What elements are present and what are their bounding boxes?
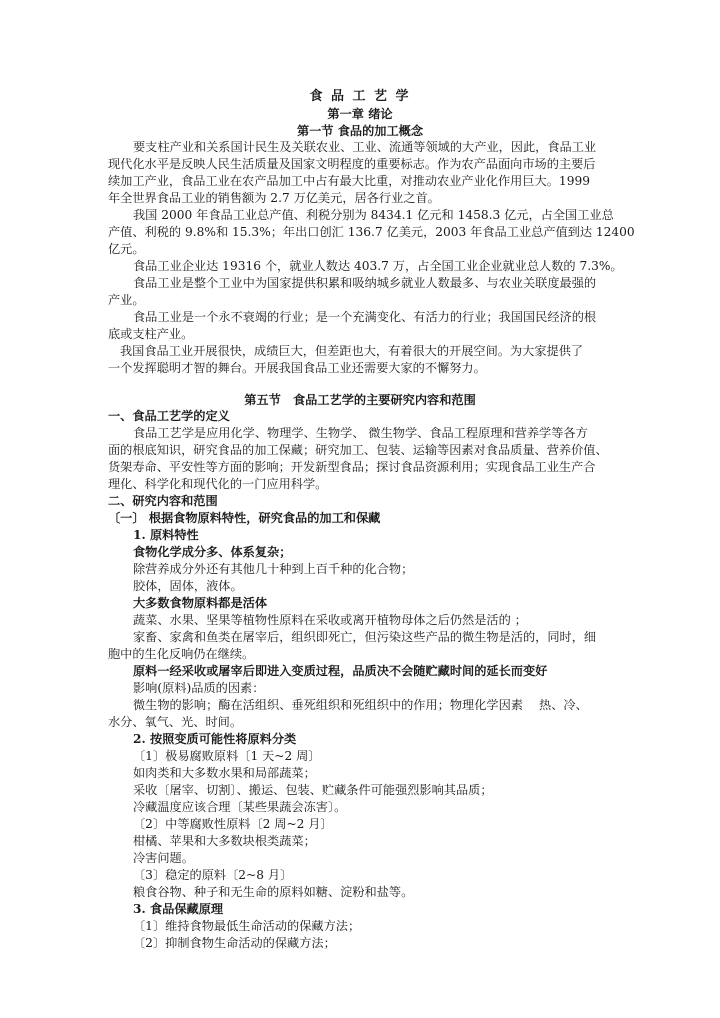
text-line: 胶体，固体，液体。: [133, 579, 243, 593]
section-5-heading: 第五节 食品工艺学的主要研究内容和范围: [244, 393, 476, 407]
text-line: 除营养成分外还有其他几十种到上百千种的化合物；: [133, 562, 414, 576]
item-3-heading: 3. 食品保藏原理: [133, 902, 224, 916]
chapter-heading: 第一章 绪论: [327, 107, 393, 121]
item-1-heading: 1. 原料特性: [133, 528, 199, 542]
paragraph-line: 我国 2000 年食品工业总产值、利税分别为 8434.1 亿元和 1458.3 亿元，占全国工业总: [133, 208, 614, 222]
paragraph-line: 要支柱产业和关系国计民生及关联农业、工业、流通等领域的大产业，因此，食品工业: [133, 140, 597, 154]
item-2-heading: 2. 按照变质可能性将原料分类: [133, 732, 297, 746]
paragraph-line: 续加工产业，食品工业在农产品加工中占有最大比重，对推动农业产业化作用巨大。1999: [108, 174, 590, 188]
paragraph-line: 面的根底知识，研究食品的加工保藏；研究加工、包装、运输等因素对食品质量、营养价值、: [108, 443, 608, 457]
text-line: 水分、氧气、光、时间。: [108, 715, 243, 729]
category-line: 〔2〕中等腐败性原料〔2 周~2 月〕: [133, 817, 333, 831]
paragraph-line: 产值、利税的 9.8%和 15.3%；年出口创汇 136.7 亿美元，2003 年食品工业总产值到达 12400: [108, 225, 635, 239]
text-line: 影响(原料)品质的因素：: [133, 681, 265, 695]
paragraph-line: 食品工艺学是应用化学、物理学、生物学、 微生物学、食品工程原理和营养学等各方: [133, 426, 588, 440]
paragraph-line: 我国食品工业开展很快，成绩巨大，但差距也大，有着很大的开展空间。为大家提供了: [120, 344, 584, 358]
text-line: 冷藏温度应该合理〔某些果蔬会冻害〕。: [133, 800, 347, 814]
subheading-1: 〔一〕 根据食物原料特性，研究食品的加工和保藏: [108, 511, 381, 525]
text-line: 冷害问题。: [133, 851, 194, 865]
text-line: 微生物的影响；酶在活组织、垂死组织和死组织中的作用；物理化学因素 热、冷、: [133, 698, 588, 712]
text-line: 如肉类和大多数水果和局部蔬菜；: [133, 766, 316, 780]
paragraph-line: 现代化水平是反映人民生活质量及国家文明程度的重要标志。作为农产品面向市场的主要后: [108, 157, 596, 171]
text-line: 柑橘、苹果和大多数块根类蔬菜；: [133, 834, 316, 848]
text-line: 家畜、家禽和鱼类在屠宰后，组织即死亡，但污染这些产品的微生物是活的，同时，细: [133, 630, 597, 644]
category-line: 〔3〕稳定的原料〔2~8 月〕: [133, 868, 293, 882]
paragraph-line: 理化、科学化和现代化的一门应用科学。: [108, 477, 328, 491]
text-line: 粮食谷物、种子和无生命的原料如糖、淀粉和盐等。: [133, 885, 414, 899]
bold-statement: 食物化学成分多、体系复杂；: [133, 545, 292, 559]
paragraph-line: 货架寿命、平安性等方面的影响；开发新型食品；探讨食品资源利用；实现食品工业生产合: [108, 460, 596, 474]
document-title: 食 品 工 艺 学: [309, 89, 411, 104]
category-line: 〔1〕维持食物最低生命活动的保藏方法；: [133, 919, 361, 933]
text-line: 蔬菜、水果、坚果等植物性原料在采收或离开植物母体之后仍然是活的 ；: [133, 613, 527, 627]
heading-scope: 二、研究内容和范围: [108, 494, 218, 508]
paragraph-line: 食品工业是整个工业中为国家提供积累和吸纳城乡就业人数最多、与农业关联度最强的: [133, 276, 597, 290]
paragraph-line: 底或支柱产业。: [108, 327, 194, 341]
paragraph-line: 食品工业是一个永不衰竭的行业；是一个充满变化、有活力的行业；我国国民经济的根: [133, 310, 597, 324]
text-line: 胞中的生化反响仍在继续。: [108, 647, 255, 661]
category-line: 〔2〕抑制食物生命活动的保藏方法；: [133, 936, 336, 950]
section-1-heading: 第一节 食品的加工概念: [296, 124, 424, 138]
paragraph-line: 年全世界食品工业的销售额为 2.7 万亿美元，居各行业之首。: [108, 191, 440, 205]
paragraph-line: 产业。: [108, 293, 145, 307]
bold-statement: 大多数食物原料都是活体: [133, 596, 268, 610]
heading-definition: 一、食品工艺学的定义: [108, 409, 230, 423]
text-line: 采收〔屠宰、切割〕、搬运、包装、贮藏条件可能强烈影响其品质；: [133, 783, 493, 797]
paragraph-line: 一个发挥聪明才智的舞台。开展我国食品工业还需要大家的不懈努力。: [108, 361, 486, 375]
bold-statement: 原料一经采收或屠宰后即进入变质过程，品质决不会随贮藏时间的延长而变好: [133, 664, 548, 678]
paragraph-line: 食品工业企业达 19316 个，就业人数达 403.7 万，占全国工业企业就业总人数的 7.3%。: [133, 259, 623, 273]
paragraph-line: 亿元。: [108, 242, 145, 256]
category-line: 〔1〕极易腐败原料〔1 天~2 周〕: [133, 749, 321, 763]
